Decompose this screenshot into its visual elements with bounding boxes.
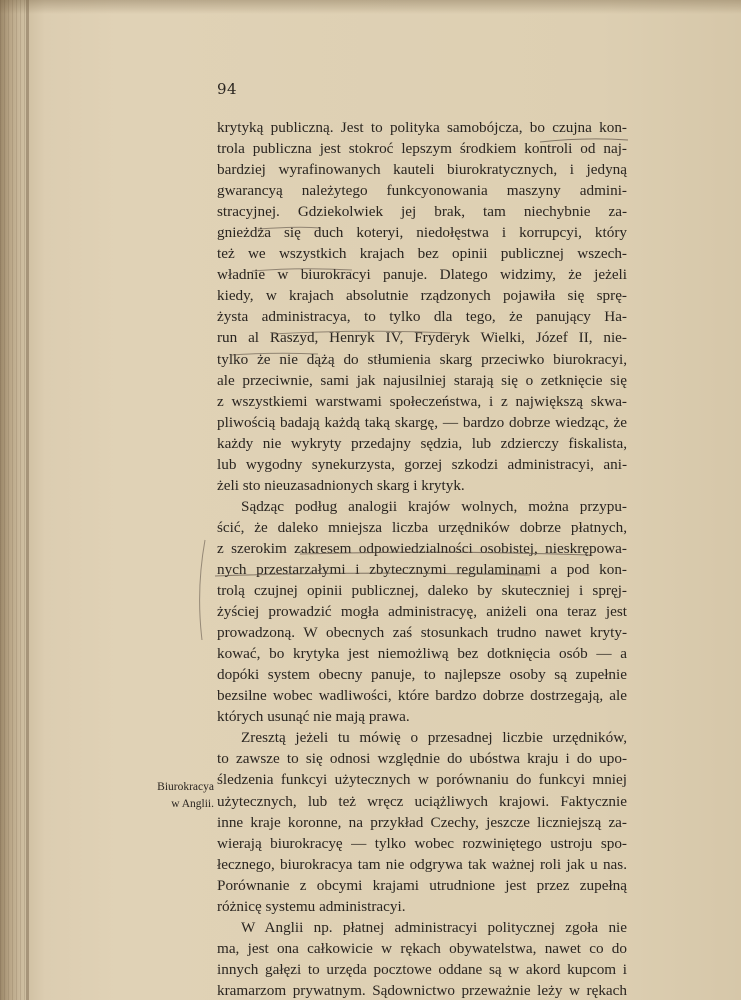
- text-line: tylko że nie dążą do stłumienia skarg przeciwko biurokracyi,: [217, 350, 627, 368]
- text-line: to zawsze to się odnosi względnie do ubóstwa kraju i do upo-: [217, 750, 627, 768]
- text-line: z szerokim zakresem odpowiedzialności osobistej, nieskrępowa-: [217, 539, 627, 557]
- text-line: różnicę systemu administracyi.: [217, 897, 406, 915]
- margin-note: [132, 779, 214, 813]
- text-line: trolą czujnej opinii publicznej, daleko by skuteczniej i spręj-: [217, 582, 627, 600]
- text-line: wierają biurokracyę — tylko wobec rozwiniętego ustroju spo-: [217, 834, 627, 852]
- page-number: 94: [217, 80, 238, 98]
- page-top-edge: [0, 0, 741, 14]
- text-line: żeli sto nieuzasadnionych skarg i krytyk.: [217, 476, 465, 494]
- text-line: inne kraje koronne, na przykład Czechy, jeszcze liczniejszą za-: [217, 813, 627, 831]
- text-line: kować, bo krytyka jest niemożliwą bez dotknięcia osób — a: [217, 645, 627, 663]
- text-line: Zresztą jeżeli tu mówię o przesadnej liczbie urzędników,: [241, 729, 627, 747]
- text-line: ścić, że daleko mniejsza liczba urzędników dobrze płatnych,: [217, 518, 627, 536]
- text-line: kramarzom prywatnym. Sądownictwo przeważnie leży w rękach: [217, 981, 627, 999]
- margin-note-line: w Anglii.: [171, 798, 214, 810]
- text-line: bezsilne wobec wadliwości, które bardzo dobrze dostrzegają, ale: [217, 687, 627, 705]
- text-line: użytecznych, lub też wręcz uciążliwych krajowi. Faktycznie: [217, 792, 627, 810]
- text-line: dopóki system obecny panuje, to najlepsze osoby są zupełnie: [217, 666, 627, 684]
- text-line: stracyjnej. Gdziekolwiek jej brak, tam niechybnie za-: [217, 203, 627, 221]
- body-text: [217, 117, 627, 1000]
- text-line: run al Raszyd, Henryk IV, Fryderyk Wielki, Józef II, nie-: [217, 329, 627, 347]
- text-line: krytyką publiczną. Jest to polityka samobójcza, bo czujna kon-: [217, 119, 627, 136]
- text-line: kiedy, w krajach absolutnie rządzonych pojawiła się sprę-: [217, 287, 627, 305]
- text-line: Sądząc podług analogii krajów wolnych, można przypu-: [241, 497, 627, 515]
- text-line: lub wygodny synekurzysta, gorzej szkodzi administracyi, ani-: [217, 455, 627, 473]
- text-line: trola publiczna jest stokroć lepszym środkiem kontroli od naj-: [217, 140, 627, 158]
- text-line: śledzenia funkcyi użytecznych w porównaniu do funkcyi mniej: [217, 771, 627, 789]
- text-line: żysta administracya, to tylko dla tego, że panujący Ha-: [217, 308, 627, 326]
- text-line: każdy nie wykryty przedajny sędzia, lub zdzierczy fiskalista,: [217, 434, 627, 452]
- text-line: prowadzoną. W obecnych zaś stosunkach trudno nawet kryty-: [217, 624, 627, 642]
- text-line: z wszystkiemi warstwami społeczeństwa, i z największą skwa-: [217, 392, 627, 410]
- text-line: też we wszystkich krajach bez opinii publicznej wszech-: [217, 245, 627, 263]
- text-line: pliwością badają każdą taką skargę, — bardzo dobrze wiedząc, że: [217, 413, 627, 431]
- pencil-margin-mark: [200, 540, 205, 640]
- book-binding: [0, 0, 28, 1000]
- text-line: łecznego, biurokracya tam nie odgrywa tak ważnej roli jak u nas.: [217, 855, 627, 873]
- text-line: gnieżdża się duch koteryi, niedołęstwa i korrupcyi, który: [217, 224, 627, 242]
- text-line: bardziej wyrafinowanych kauteli biurokratycznych, i jedyną: [217, 161, 627, 179]
- text-line: innych gałęzi to urzęda pocztowe oddane są w akord kupcom i: [217, 960, 627, 978]
- text-line: ma, jest ona całkowicie w rękach obywatelstwa, nawet co do: [217, 939, 627, 957]
- text-line: Porównanie z obcymi krajami utrudnione jest przez zupełną: [217, 876, 627, 894]
- margin-note-line: Biurokracya: [157, 781, 214, 793]
- text-line: W Anglii np. płatnej administracyi politycznej zgoła nie: [241, 918, 627, 936]
- text-line: władnie w biurokracyi panuje. Dlatego widzimy, że jeżeli: [217, 266, 627, 284]
- text-line: których usunąć nie mają prawa.: [217, 708, 410, 726]
- text-line: ale przeciwnie, sami jak najusilniej starają się o zetknięcie się: [217, 371, 627, 389]
- text-line: gwarancyą należytego funkcyonowania maszyny admini-: [217, 182, 627, 200]
- binding-edge: [26, 0, 29, 1000]
- text-line: żyściej prowadzić mogła administracyę, aniżeli ona teraz jest: [217, 603, 627, 621]
- text-line: nych przestarzałymi i zbytecznymi regulaminami a pod kon-: [217, 560, 627, 578]
